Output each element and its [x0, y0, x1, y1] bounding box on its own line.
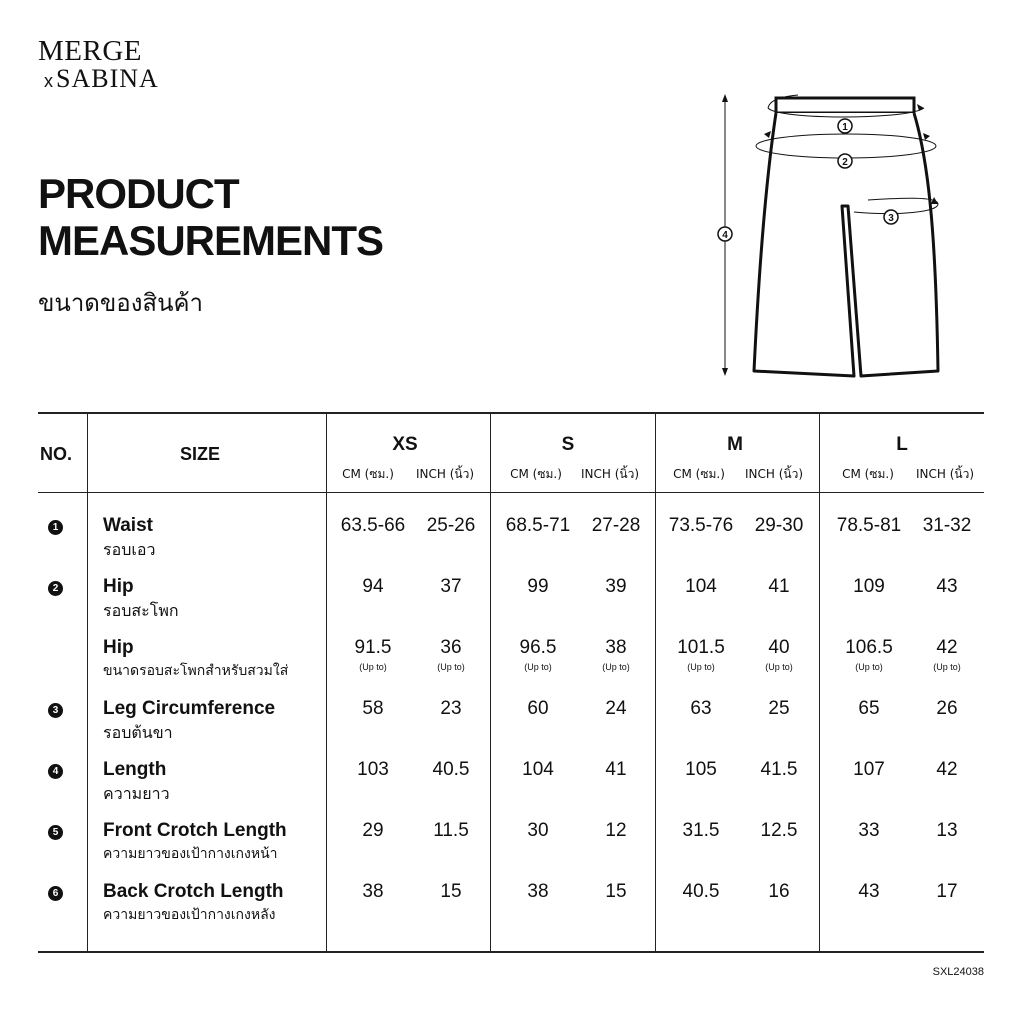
- marker-2-icon: [838, 154, 852, 168]
- table-cell: 40.5: [682, 881, 720, 902]
- unit-header-inch: INCH (นิ้ว): [580, 467, 640, 481]
- table-cell: 63.5-66: [340, 515, 406, 536]
- marker-3-icon: [884, 210, 898, 224]
- table-cell: 13: [936, 820, 958, 841]
- up-to-note: (Up to): [687, 662, 715, 672]
- table-cell: 78.5-81: [836, 515, 902, 536]
- table-cell: 31-32: [922, 515, 972, 536]
- marker-4-label: 4: [722, 230, 728, 241]
- title-line-2: MEASUREMENTS: [38, 217, 384, 264]
- column-header-no: NO.: [40, 444, 73, 464]
- table-cell: 105: [685, 759, 717, 780]
- table-cell: 26: [936, 698, 958, 719]
- table-cell: 27-28: [591, 515, 641, 536]
- measurement-name-en: Hip: [103, 637, 134, 658]
- up-to-note: (Up to): [933, 662, 961, 672]
- unit-header-cm: CM (ซม.): [673, 467, 725, 481]
- table-cell: 60: [527, 698, 549, 719]
- up-to-note: (Up to): [602, 662, 630, 672]
- brand-sabina-text: SABINA: [56, 64, 159, 93]
- unit-header-cm: CM (ซม.): [342, 467, 394, 481]
- table-cell: 15: [605, 881, 627, 902]
- brand-x: x: [44, 71, 54, 91]
- table-cell: 96.5: [519, 637, 557, 658]
- table-cell: 37: [440, 576, 462, 597]
- table-cell: 11.5: [433, 820, 469, 841]
- table-cell: 25: [768, 698, 790, 719]
- row-number-badge: 2: [48, 581, 63, 596]
- divider: [655, 414, 656, 951]
- row-number-badge: 4: [48, 764, 63, 779]
- size-header-s: S: [561, 434, 575, 455]
- table-cell: 104: [685, 576, 717, 597]
- table-cell: 29: [362, 820, 384, 841]
- product-code: SXL24038: [932, 966, 984, 978]
- unit-header-cm: CM (ซม.): [842, 467, 894, 481]
- shorts-diagram: [708, 86, 953, 386]
- unit-header-inch: INCH (นิ้ว): [915, 467, 975, 481]
- marker-1-icon: [838, 119, 852, 133]
- table-cell: 68.5-71: [505, 515, 571, 536]
- table-cell: 106.5: [845, 637, 893, 658]
- up-to-note: (Up to): [524, 662, 552, 672]
- table-cell: 38: [605, 637, 627, 658]
- brand-name-merge: MERGE: [38, 35, 142, 67]
- table-cell: 17: [936, 881, 958, 902]
- size-header-m: M: [727, 434, 743, 455]
- table-cell: 58: [362, 698, 384, 719]
- divider: [819, 414, 820, 951]
- table-cell: 16: [768, 881, 790, 902]
- table-cell: 104: [522, 759, 554, 780]
- table-cell: 109: [853, 576, 885, 597]
- page-title: [38, 170, 383, 264]
- measurement-name-en: Back Crotch Length: [103, 881, 284, 902]
- table-cell: 41: [605, 759, 627, 780]
- measurement-name-en: Waist: [103, 515, 153, 536]
- table-cell: 42: [936, 759, 958, 780]
- title-line-1: PRODUCT: [38, 170, 239, 217]
- measurement-name-th: รอบสะโพก: [103, 601, 179, 620]
- table-cell: 38: [527, 881, 549, 902]
- divider: [326, 414, 327, 951]
- table-cell: 63: [690, 698, 712, 719]
- table-cell: 42: [936, 637, 958, 658]
- brand-name-sabina: [44, 66, 159, 94]
- table-cell: 33: [858, 820, 880, 841]
- marker-1-label: 1: [842, 122, 848, 133]
- measurement-name-en: Leg Circumference: [103, 698, 276, 719]
- up-to-note: (Up to): [855, 662, 883, 672]
- table-cell: 12.5: [760, 820, 798, 841]
- table-cell: 15: [440, 881, 462, 902]
- table-cell: 30: [527, 820, 549, 841]
- table-cell: 40: [768, 637, 790, 658]
- divider: [87, 414, 88, 951]
- table-cell: 29-30: [754, 515, 804, 536]
- measurement-name-th: รอบเอว: [103, 540, 156, 559]
- page-subtitle: ขนาดของสินค้า: [38, 289, 203, 317]
- measurement-name-th: ความยาว: [103, 784, 170, 803]
- table-cell: 73.5-76: [668, 515, 734, 536]
- marker-4-icon: [718, 227, 732, 241]
- table-cell: 39: [605, 576, 627, 597]
- up-to-note: (Up to): [765, 662, 793, 672]
- waistband: [776, 98, 914, 113]
- table-cell: 38: [362, 881, 384, 902]
- table-cell: 12: [605, 820, 627, 841]
- table-cell: 91.5: [354, 637, 392, 658]
- measurement-name-th: รอบต้นขา: [103, 723, 173, 742]
- row-number-badge: 6: [48, 886, 63, 901]
- table-cell: 65: [858, 698, 880, 719]
- table-cell: 94: [362, 576, 384, 597]
- header-divider: [38, 492, 984, 493]
- table-cell: 43: [858, 881, 880, 902]
- table-cell: 41.5: [760, 759, 798, 780]
- table-cell: 24: [605, 698, 627, 719]
- measurement-name-en: Length: [103, 759, 167, 780]
- measurement-table: [38, 412, 984, 953]
- table-cell: 36: [440, 637, 462, 658]
- table-cell: 101.5: [677, 637, 725, 658]
- brand-logo: [38, 36, 159, 94]
- table-cell: 31.5: [682, 820, 720, 841]
- up-to-note: (Up to): [359, 662, 387, 672]
- measurement-name-en: Hip: [103, 576, 134, 597]
- column-header-size: SIZE: [180, 444, 221, 464]
- marker-2-label: 2: [842, 157, 848, 168]
- unit-header-inch: INCH (นิ้ว): [415, 467, 475, 481]
- table-cell: 41: [768, 576, 790, 597]
- size-header-xs: XS: [392, 434, 418, 455]
- table-cell: 99: [527, 576, 549, 597]
- row-number-badge: 3: [48, 703, 63, 718]
- row-number-badge: 5: [48, 825, 63, 840]
- unit-header-cm: CM (ซม.): [510, 467, 562, 481]
- up-to-note: (Up to): [437, 662, 465, 672]
- unit-header-inch: INCH (นิ้ว): [744, 467, 804, 481]
- table-cell: 103: [357, 759, 389, 780]
- table-cell: 23: [440, 698, 462, 719]
- measurement-name-th: ขนาดรอบสะโพกสำหรับสวมใส่: [103, 663, 289, 679]
- table-cell: 40.5: [432, 759, 470, 780]
- row-number-badge: 1: [48, 520, 63, 535]
- table-cell: 25-26: [426, 515, 476, 536]
- measurement-name-th: ความยาวของเป้ากางเกงหลัง: [103, 907, 276, 923]
- table-cell: 43: [936, 576, 958, 597]
- measurement-name-th: ความยาวของเป้ากางเกงหน้า: [103, 846, 278, 862]
- measurement-name-en: Front Crotch Length: [103, 820, 287, 841]
- divider: [490, 414, 491, 951]
- table-cell: 107: [853, 759, 885, 780]
- size-header-l: L: [896, 434, 908, 455]
- marker-3-label: 3: [888, 213, 894, 224]
- shorts-outline: [754, 113, 938, 376]
